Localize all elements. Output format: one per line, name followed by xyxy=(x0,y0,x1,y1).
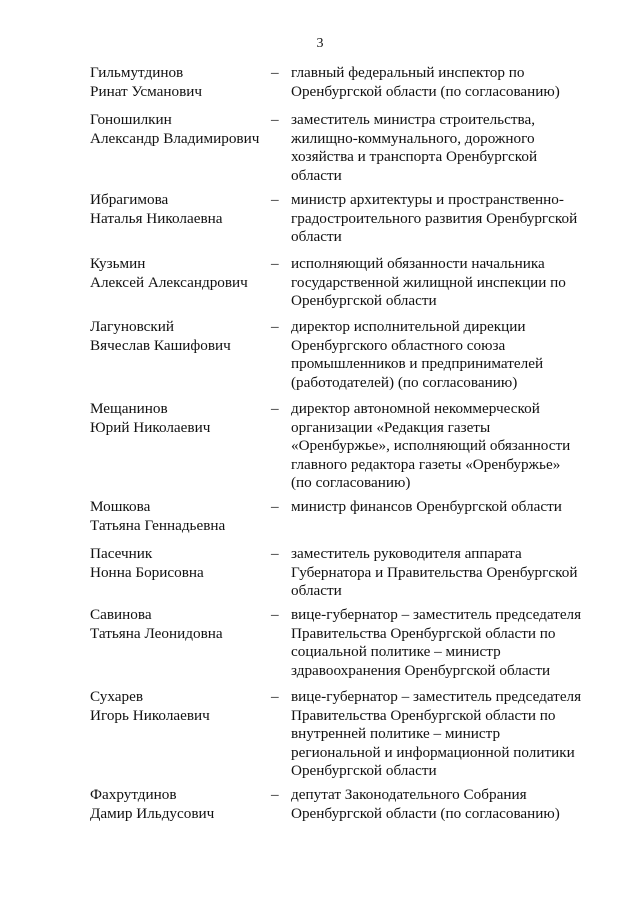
role-line: главного редактора газеты «Оренбуржье» xyxy=(291,455,561,473)
member-role xyxy=(291,255,591,311)
member-role xyxy=(291,111,591,185)
role-line: министр финансов Оренбургской области xyxy=(291,498,562,515)
role-line: Губернатора и Правительства Оренбургской xyxy=(291,563,578,581)
dash-separator: – xyxy=(271,400,279,417)
role-line: директор исполнительной дирекции xyxy=(291,318,526,335)
member-role xyxy=(291,786,591,823)
member-role xyxy=(291,318,591,392)
member-name xyxy=(90,498,260,535)
role-line: заместитель министра строительства, xyxy=(291,111,535,128)
role-line: вице-губернатор – заместитель председателя xyxy=(291,688,582,705)
role-line: Оренбургской области xyxy=(291,292,437,309)
dash-separator: – xyxy=(271,545,279,562)
member-surname: Фахрутдинов xyxy=(90,786,177,803)
role-line: Оренбургского областного союза xyxy=(291,336,506,354)
member-name xyxy=(90,318,260,355)
member-name xyxy=(90,191,260,228)
role-line: организации «Редакция газеты xyxy=(291,418,491,436)
role-line: здравоохранения Оренбургской области xyxy=(291,661,551,679)
role-line: жилищно-коммунального, дорожного xyxy=(291,129,535,147)
dash-separator: – xyxy=(271,111,279,128)
page-number: 3 xyxy=(316,36,324,51)
role-line: Оренбургской области xyxy=(291,762,437,779)
member-given-names: Дамир Ильдусович xyxy=(90,804,215,822)
member-given-names: Игорь Николаевич xyxy=(90,706,210,724)
member-role xyxy=(291,545,591,601)
member-role xyxy=(291,688,591,781)
role-line: региональной и информационной политики xyxy=(291,743,575,761)
member-role xyxy=(291,191,591,247)
role-line: внутренней политике – министр xyxy=(291,725,501,742)
member-surname: Кузьмин xyxy=(90,255,146,272)
member-given-names: Татьяна Геннадьевна xyxy=(90,516,226,534)
role-line: главный федеральный инспектор по xyxy=(291,64,525,81)
role-line: государственной жилищной инспекции по xyxy=(291,273,566,291)
member-given-names: Вячеслав Кашифович xyxy=(90,336,231,354)
role-line: министр архитектуры и пространственно- xyxy=(291,191,564,208)
role-line: депутат Законодательного Собрания xyxy=(291,786,527,803)
member-surname: Пасечник xyxy=(90,545,153,562)
role-line: «Оренбуржье», исполняющий обязанности xyxy=(291,437,571,454)
role-line: Правительства Оренбургской области по xyxy=(291,706,556,724)
role-line: области xyxy=(291,228,342,245)
member-role xyxy=(291,400,591,493)
role-line: Оренбургской области (по согласованию) xyxy=(291,82,560,100)
member-surname: Ибрагимова xyxy=(90,191,169,208)
member-role xyxy=(291,498,591,517)
dash-separator: – xyxy=(271,64,279,81)
member-given-names: Наталья Николаевна xyxy=(90,209,223,227)
member-given-names: Ринат Усманович xyxy=(90,82,203,100)
role-line: градостроительного развития Оренбургской xyxy=(291,209,578,227)
role-line: промышленников и предпринимателей xyxy=(291,355,544,372)
role-line: Правительства Оренбургской области по xyxy=(291,624,556,642)
member-role xyxy=(291,64,591,101)
role-line: области xyxy=(291,166,342,184)
role-line: (работодателей) (по согласованию) xyxy=(291,373,518,391)
member-surname: Савинова xyxy=(90,606,152,623)
member-given-names: Нонна Борисовна xyxy=(90,563,204,581)
dash-separator: – xyxy=(271,606,279,623)
member-surname: Мошкова xyxy=(90,498,151,515)
member-given-names: Юрий Николаевич xyxy=(90,418,211,436)
member-surname: Мещанинов xyxy=(90,400,168,417)
dash-separator: – xyxy=(271,786,279,803)
dash-separator: – xyxy=(271,255,279,272)
role-line: заместитель руководителя аппарата xyxy=(291,545,522,562)
member-surname: Сухарев xyxy=(90,688,143,705)
role-line: директор автономной некоммерческой xyxy=(291,400,540,417)
member-given-names: Татьяна Леонидовна xyxy=(90,624,223,642)
member-name xyxy=(90,400,260,437)
member-surname: Лагуновский xyxy=(90,318,175,335)
member-role xyxy=(291,606,591,680)
role-line: социальной политике – министр xyxy=(291,643,501,660)
role-line: Оренбургской области (по согласованию) xyxy=(291,804,560,822)
member-name xyxy=(90,545,260,582)
member-name xyxy=(90,255,260,292)
member-name xyxy=(90,606,260,643)
role-line: вице-губернатор – заместитель председателя xyxy=(291,606,582,623)
member-surname: Гоношилкин xyxy=(90,111,172,128)
member-name xyxy=(90,64,260,101)
member-given-names: Алексей Александрович xyxy=(90,273,248,291)
dash-separator: – xyxy=(271,498,279,515)
member-name xyxy=(90,111,260,148)
member-surname: Гильмутдинов xyxy=(90,64,184,81)
dash-separator: – xyxy=(271,318,279,335)
role-line: хозяйства и транспорта Оренбургской xyxy=(291,148,538,165)
member-name xyxy=(90,786,260,823)
member-given-names: Александр Владимирович xyxy=(90,129,260,147)
role-line: исполняющий обязанности начальника xyxy=(291,255,545,272)
dash-separator: – xyxy=(271,191,279,208)
member-name xyxy=(90,688,260,725)
dash-separator: – xyxy=(271,688,279,705)
role-line: (по согласованию) xyxy=(291,474,411,491)
role-line: области xyxy=(291,582,342,599)
